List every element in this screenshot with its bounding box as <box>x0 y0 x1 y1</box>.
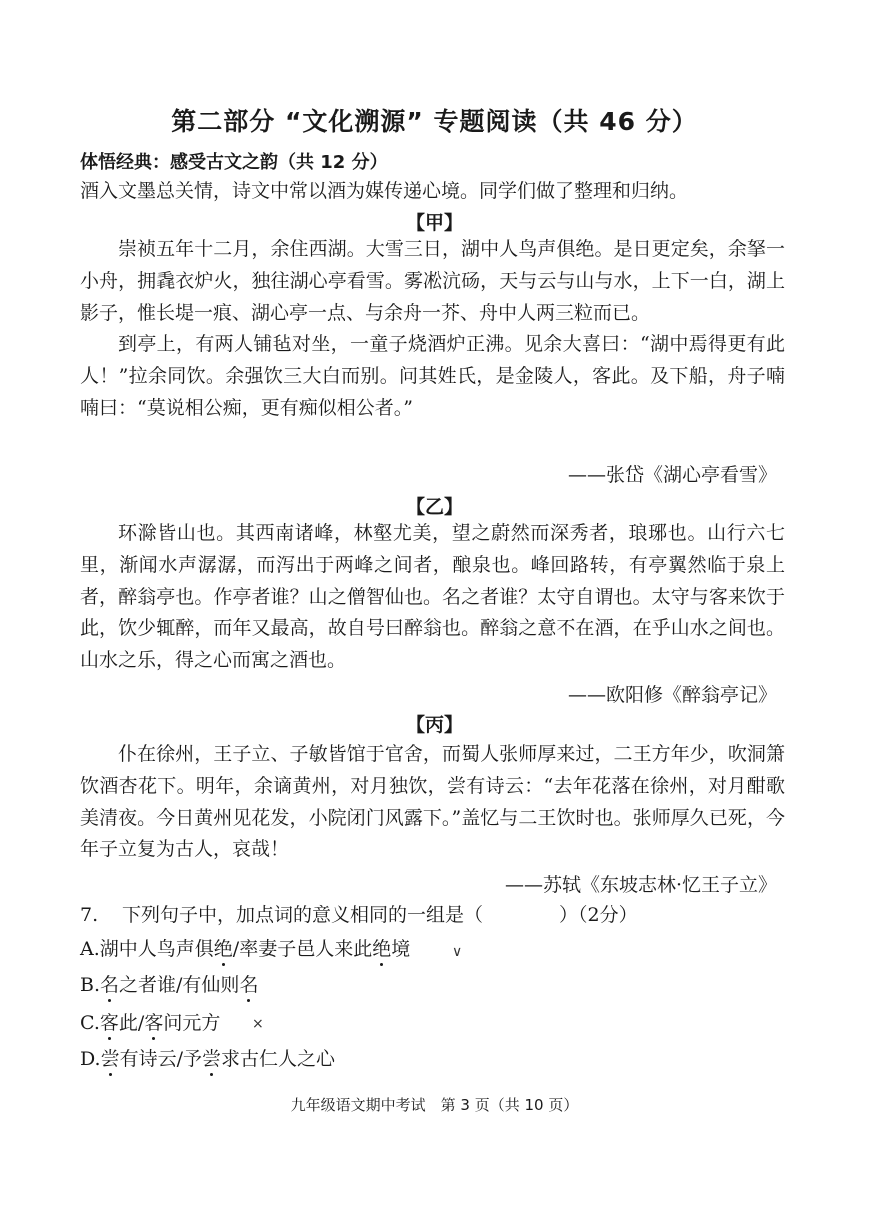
dotted-word: 客 <box>100 1008 119 1035</box>
option-b[interactable] <box>80 970 258 997</box>
passage-source-jia: ——张岱《湖心亭看雪》 <box>567 464 777 486</box>
passage-bing <box>80 739 785 866</box>
option-label: A. <box>80 938 100 960</box>
option-text: 之者谁/有仙则 <box>119 974 240 996</box>
option-text: 此/ <box>118 1012 145 1034</box>
dotted-word: 绝 <box>372 934 391 961</box>
passage-label-yi: 【乙】 <box>405 496 463 518</box>
passage-jia <box>80 234 785 425</box>
option-label: B. <box>80 974 101 996</box>
passage-paragraph: 环滁皆山也。其西南诸峰，林壑尤美，望之蔚然而深秀者，琅琊也。山行六七里，渐闻水声潺潺，而泻出于两峰之间者，酿泉也。峰回路转，有亭翼然临于泉上者，醉翁亭也。作亭者谁？山之僧智仙也。名之者谁？太守自谓也。太守与客来饮于此，饮少辄醉，而年又最高，故自号曰醉翁也。醉翁之意不在酒，在乎山水之间也。山水之乐，得之心而寓之酒也。 <box>80 522 785 672</box>
dotted-word: 尝 <box>202 1044 221 1071</box>
option-text: 有诗云/予 <box>119 1048 203 1070</box>
section-intro: 酒入文墨总关情，诗文中常以酒为媒传递心境。同学们做了整理和归纳。 <box>80 180 689 202</box>
option-text: 问元方 <box>163 1012 221 1034</box>
dotted-word: 名 <box>239 970 258 997</box>
passage-source-yi: ——欧阳修《醉翁亭记》 <box>567 684 777 706</box>
dotted-word: 客 <box>144 1008 163 1035</box>
page-footer: 九年级语文期中考试 第 3 页（共 10 页） <box>290 1096 579 1114</box>
passage-paragraph: 仆在徐州，王子立、子敏皆馆于官舍，而蜀人张师厚来过，二王方年少，吹洞箫饮酒杏花下。明年，余谪黄州，对月独饮，尝有诗云：“去年花落在徐州，对月酣歌美清夜。今日黄州见花发，小院闭门风露下。”盖忆与二王饮时也。张师厚久已死，今年子立复为古人，哀哉！ <box>80 743 785 861</box>
question-stem <box>80 900 638 927</box>
passage-yi <box>80 518 785 677</box>
option-text: 湖中人鸟声俱 <box>99 938 214 960</box>
option-text: 境 <box>391 938 411 960</box>
question-text: 下列句子中，加点词的意义相同的一组是（ ）（2分） <box>122 904 638 926</box>
passage-source-bing: ——苏轼《东坡志林·忆王子立》 <box>504 874 777 896</box>
check-mark-icon: ∨ <box>452 944 463 960</box>
section-heading: 体悟经典：感受古文之韵（共 12 分） <box>80 152 388 173</box>
option-c[interactable] <box>80 1008 220 1035</box>
option-a[interactable] <box>80 934 410 961</box>
option-label: C. <box>80 1012 100 1034</box>
option-text: /率妻子邑人来此 <box>232 938 373 960</box>
passage-paragraph: 到亭上，有两人铺毡对坐，一童子烧酒炉正沸。见余大喜曰：“湖中焉得更有此人！”拉余同饮。余强饮三大白而别。问其姓氏，是金陵人，客此。及下船，舟子喃喃曰：“莫说相公痴，更有痴似相公者。” <box>80 333 785 419</box>
cross-mark-icon: × <box>252 1016 264 1032</box>
option-label: D. <box>80 1048 101 1070</box>
passage-label-bing: 【丙】 <box>405 714 463 736</box>
passage-paragraph: 崇祯五年十二月，余住西湖。大雪三日，湖中人鸟声俱绝。是日更定矣，余拏一小舟，拥毳衣炉火，独往湖心亭看雪。雾凇沆砀，天与云与山与水，上下一白，湖上影子，惟长堤一痕、湖心亭一点、与余舟一芥、舟中人两三粒而已。 <box>80 238 785 324</box>
dotted-word: 名 <box>100 970 119 997</box>
passage-label-jia: 【甲】 <box>405 212 463 234</box>
question-number: 7. <box>80 904 99 926</box>
option-d[interactable] <box>80 1044 335 1071</box>
dotted-word: 绝 <box>214 934 233 961</box>
page-title: 第二部分 “文化溯源” 专题阅读（共 46 分） <box>171 107 698 136</box>
option-text: 求古仁人之心 <box>221 1048 336 1070</box>
dotted-word: 尝 <box>101 1044 120 1071</box>
